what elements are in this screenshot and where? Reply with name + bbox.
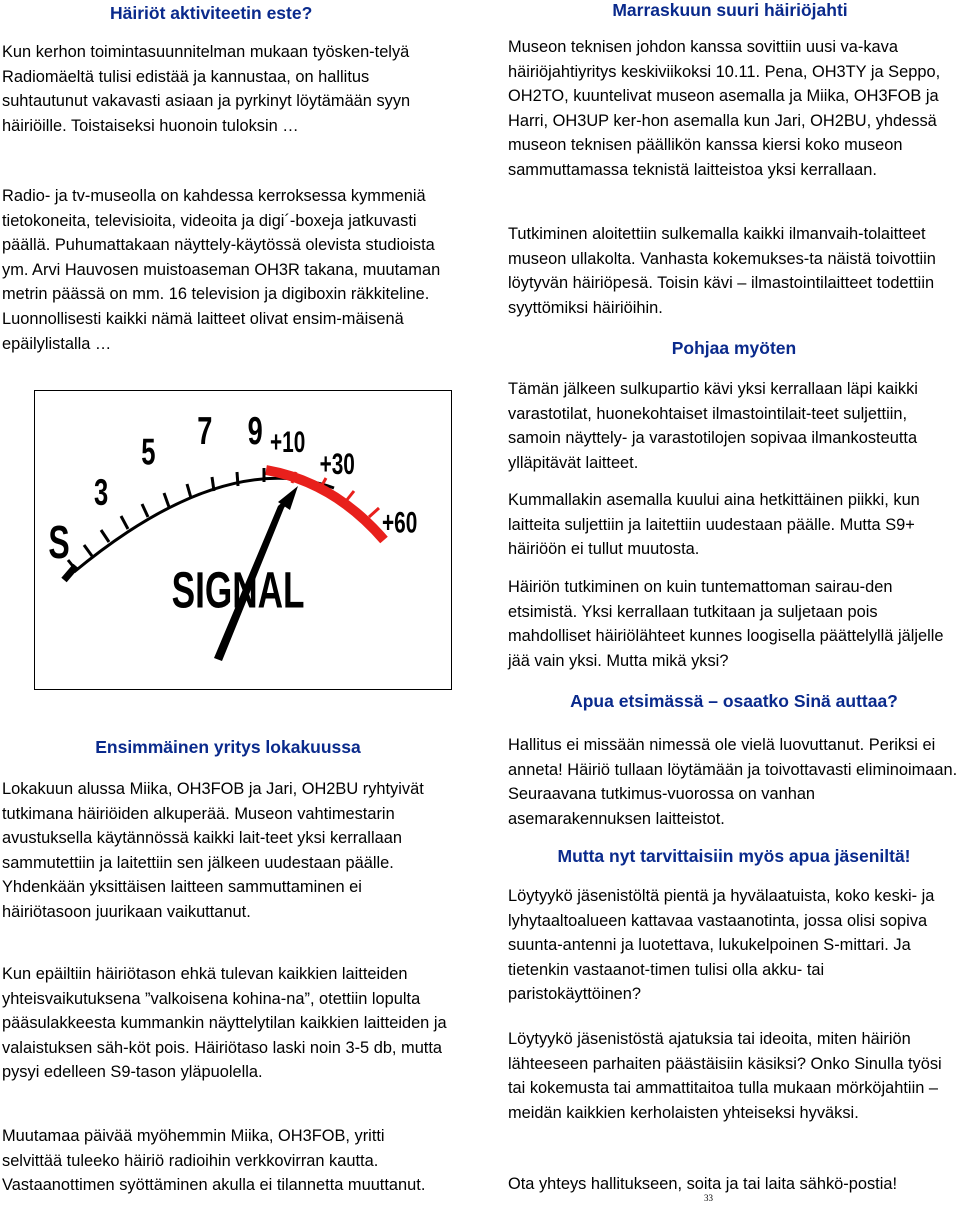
page-number: 33 [704, 1193, 713, 1203]
scale-label-7: 7 [197, 410, 213, 454]
scale-label-s: S [48, 517, 70, 569]
left-paragraph-5: Muutamaa päivää myöhemmin Miika, OH3FOB, yritti selvittää tuleeko häiriö radioihin verkkovirran kautta. Vastaanottimen syöttäminen akulla ei tilannetta muuttanut. [2, 1127, 426, 1195]
scale-label-5: 5 [141, 431, 156, 473]
left-paragraph-4: Kun epäiltiin häiriötason ehkä tulevan kaikkien laitteiden yhteisvaikutuksena ”valkoisena kohina-na”, otettiin lopulta pääsulakkeesta kummankin näyttelytilan kaikkien laitteiden ja valaistuksen säh-köt pois. Häiriötaso laski noin 3-5 db, mutta pysyi edelleen S9-tason yläpuolella. [2, 965, 447, 1082]
right-paragraph-1: Museon teknisen johdon kanssa sovittiin uusi va-kava häiriöjahtiyritys keskiviikoksi 10.11. Pena, OH3TY ja Seppo, OH2TO, kuuntelivat museon asemalla ja Miika, OH3FOB ja Harri, OH3UP ker-hon asemalla kun Jari, OH2BU, yhdessä museon teknisen päällikön kanssa kiersi koko museon sammuttamassa teknistä laitteistoa yksi kerrallaan. [508, 38, 941, 179]
heading-apua-jasenilta: Mutta nyt tarvittaisiin myös apua jäseniltä! [557, 846, 911, 866]
scale-label-plus30: +30 [319, 448, 355, 481]
right-paragraph-3: Tämän jälkeen sulkupartio kävi yksi kerrallaan läpi kaikki varastotilat, huonekohtaiset ilmastointilait-teet suljettiin, samoin näyttely- ja varastotilojen sopivaa ilmankosteutta ylläpitävät laitteet. [508, 380, 918, 472]
scale-label-3: 3 [94, 471, 109, 514]
left-paragraph-1: Kun kerhon toimintasuunnitelman mukaan työsken-telyä Radiomäeltä tulisi edistää ja kannustaa, on hallitus suhtautunut vakavasti asiaan ja pyrkinyt löytämään syyn häiriöille. Toistaiseksi huonoin tuloksin … [2, 43, 411, 135]
right-paragraph-7: Löytyykö jäsenistöltä pientä ja hyvälaatuista, koko keski- ja lyhytaaltoalueen kattavaa vastaanotinta, jossa olisi sopiva suunta-antenni ja luotettava, lukukelpoinen S-mittari. Ja tietenkin vastaanot-timen tulisi olla akku- tai paristokäyttöinen? [508, 887, 935, 1004]
right-paragraph-8: Löytyykö jäsenistöstä ajatuksia tai ideoita, miten häiriön lähteeseen parhaiten päästäisiin käsiksi? Onko Sinulla työsi tai kokemusta tai ammattitaitoa tulla mukaan mörköjahtiin – meidän kaikkien kerholaisten yhteiseksi hyväksi. [508, 1030, 942, 1122]
left-paragraph-2: Radio- ja tv-museolla on kahdessa kerroksessa kymmeniä tietokoneita, televisioita, videoita ja digi´-boxeja jatkuvasti päällä. Puhumattakaan näyttely-käytössä olevista studioista ym. Arvi Hauvosen muistoaseman OH3R takana, muutaman metrin päässä on mm. 16 television ja digiboxin räkkiteline. Luonnollisesti kaikki nämä laitteet olivat ensim-mäisenä epäilylistalla … [2, 187, 441, 353]
heading-marraskuun-hairiojahti: Marraskuun suuri häiriöjahti [612, 0, 848, 20]
scale-label-plus60: +60 [382, 507, 418, 540]
right-paragraph-2: Tutkiminen aloitettiin sulkemalla kaikki ilmanvaih-tolaitteet museon ullakolta. Vanhasta kokemukses-ta näistä toivottiin löytyvän häiriöpesä. Toisin kävi – ilmastointilaitteet todettiin syyttömiksi häiriöihin. [508, 225, 936, 317]
right-paragraph-9: Ota yhteys hallitukseen, soita ja tai laita sähkö-postia! [508, 1175, 898, 1193]
right-paragraph-6: Hallitus ei missään nimessä ole vielä luovuttanut. Periksi ei anneta! Häiriö tullaan löytämään ja toivottavasti eliminoimaan. Seuraavana tutkimus-vuorossa on vanhan asemarakennuksen laitteistot. [508, 736, 958, 828]
right-paragraph-5: Häiriön tutkiminen on kuin tuntemattoman sairau-den etsimistä. Yksi kerrallaan tutkitaan ja suljetaan pois mahdolliset häiriölähteet kunnes loogisella päättelyllä jäljelle jää vain yksi. Mutta mikä yksi? [508, 578, 944, 670]
heading-ensimmainen-yritys: Ensimmäinen yritys lokakuussa [95, 737, 361, 757]
right-paragraph-4: Kummallakin asemalla kuului aina hetkittäinen piikki, kun laitteita suljettiin ja laitettiin uudestaan päälle. Mutta S9+ häiriöön ei tullut muutosta. [508, 491, 920, 559]
heading-apua-etsimassa: Apua etsimässä – osaatko Sinä auttaa? [570, 691, 898, 711]
s-meter-illustration [34, 390, 452, 690]
scale-label-plus10: +10 [270, 426, 306, 460]
signal-word: SIGNAL [171, 563, 305, 619]
left-paragraph-3: Lokakuun alussa Miika, OH3FOB ja Jari, OH2BU ryhtyivät tutkimana häiriöiden alkuperää. Museon vahtimestarin avustuksella käytännössä kaikki lait-teet yksi kerrallaan sammutettiin ja laitettiin sen jälkeen uudestaan päälle. Yhdenkään yksittäisen laitteen sammuttaminen ei häiriötasoon juurikaan vaikuttanut. [2, 780, 424, 921]
scale-label-9: 9 [247, 410, 263, 454]
heading-hairiot: Häiriöt aktiviteetin este? [110, 3, 313, 23]
heading-pohjaa-myoten: Pohjaa myöten [671, 338, 797, 358]
